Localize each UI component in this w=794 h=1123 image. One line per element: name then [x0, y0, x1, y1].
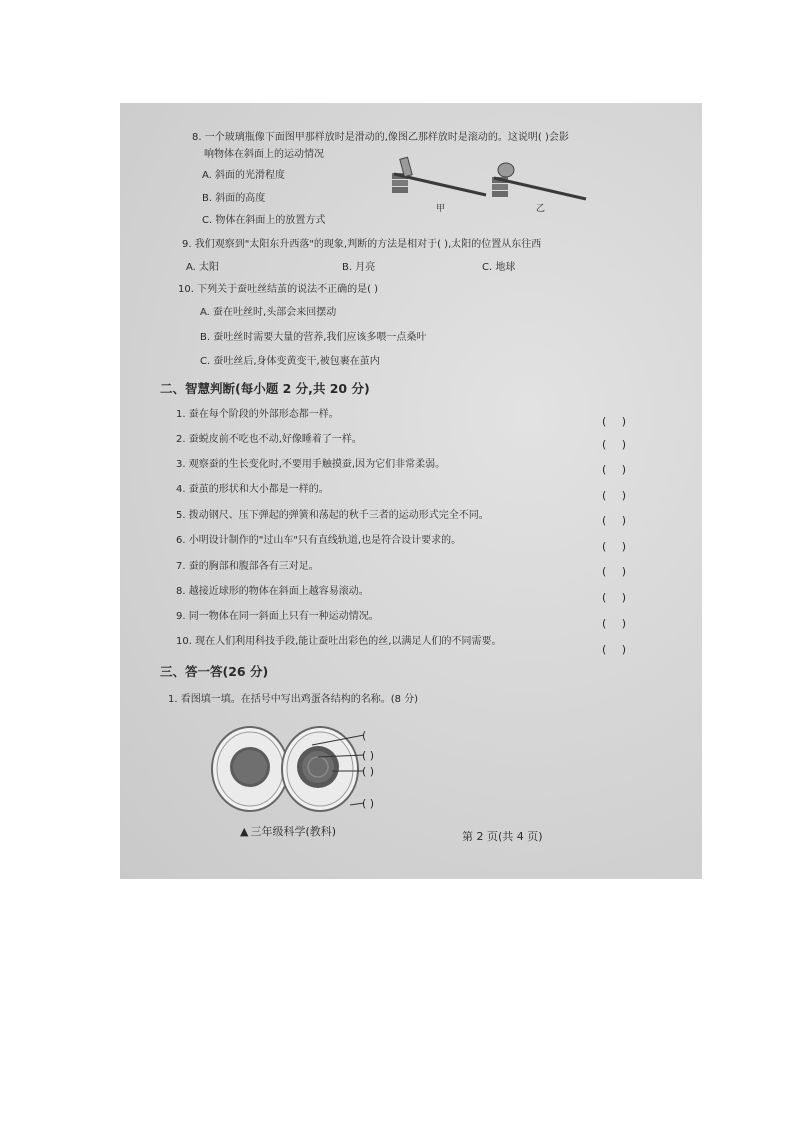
q8-stem-line2: 响物体在斜面上的运动情况	[204, 149, 324, 160]
egg-label-1[interactable]: (	[362, 729, 367, 742]
q9-stem: 9. 我们观察到"太阳东升西落"的现象,判断的方法是相对于( ),太阳的位置从东往西	[182, 239, 542, 250]
q9-option-a: A. 太阳	[186, 262, 220, 273]
judge-item-2: 2. 蚕蜕皮前不吃也不动,好像睡着了一样。	[176, 434, 362, 445]
egg-label-4[interactable]: ( )	[362, 797, 375, 810]
judge-answer-8[interactable]: ( )	[602, 591, 633, 604]
judge-item-7: 7. 蚕的胸部和腹部各有三对足。	[176, 561, 319, 572]
q9-option-b: B. 月亮	[342, 262, 376, 273]
q8-option-c: C. 物体在斜面上的放置方式	[202, 215, 326, 226]
judge-answer-7[interactable]: ( )	[602, 565, 633, 578]
judge-item-4: 4. 蚕茧的形状和大小都是一样的。	[176, 484, 329, 495]
slope-figure-yi	[490, 159, 590, 207]
egg-label-2[interactable]: ( )	[362, 749, 375, 762]
q10-option-a: A. 蚕在吐丝时,头部会来回摆动	[200, 307, 337, 318]
triangle-logo-icon: ▲	[240, 825, 249, 838]
judge-item-8: 8. 越接近球形的物体在斜面上越容易滚动。	[176, 586, 369, 597]
q9-option-c: C. 地球	[482, 262, 516, 273]
judge-item-5: 5. 拨动钢尺、压下弹起的弹簧和荡起的秋千三者的运动形式完全不同。	[176, 510, 489, 521]
footer-subject	[240, 823, 336, 839]
q8-option-b: B. 斜面的高度	[202, 193, 266, 204]
footer-page-number: 第 2 页(共 4 页)	[462, 830, 543, 843]
judge-answer-9[interactable]: ( )	[602, 617, 633, 630]
judge-answer-5[interactable]: ( )	[602, 514, 633, 527]
fig-label-jia: 甲	[436, 204, 446, 214]
slope-figure-jia	[390, 155, 490, 203]
q10-option-c: C. 蚕吐丝后,身体变黄变干,被包裹在茧内	[200, 356, 380, 367]
judge-answer-1[interactable]: ( )	[602, 415, 633, 428]
egg-pointer-lines	[310, 727, 370, 817]
q10-option-b: B. 蚕吐丝时需要大量的营养,我们应该多喂一点桑叶	[200, 332, 427, 343]
judge-item-1: 1. 蚕在每个阶段的外部形态都一样。	[176, 409, 339, 420]
q8-stem-line1: 8. 一个玻璃瓶像下面图甲那样放时是滑动的,像图乙那样放时是滚动的。这说明( )会影	[192, 132, 569, 143]
q10-stem: 10. 下列关于蚕吐丝结茧的说法不正确的是( )	[178, 284, 379, 295]
judge-answer-10[interactable]: ( )	[602, 643, 633, 656]
q8-option-a: A. 斜面的光滑程度	[202, 170, 286, 181]
judge-item-10: 10. 现在人们利用科技手段,能让蚕吐出彩色的丝,以满足人们的不同需要。	[176, 636, 502, 647]
section3-title: 三、答一答(26 分)	[160, 664, 269, 679]
judge-item-9: 9. 同一物体在同一斜面上只有一种运动情况。	[176, 611, 379, 622]
section2-title: 二、智慧判断(每小题 2 分,共 20 分)	[160, 381, 370, 396]
egg-label-3[interactable]: ( )	[362, 765, 375, 778]
judge-item-3: 3. 观察蚕的生长变化时,不要用手触摸蚕,因为它们非常柔弱。	[176, 459, 446, 470]
footer-subject-text: 三年级科学(教科)	[250, 825, 337, 838]
judge-answer-4[interactable]: ( )	[602, 489, 633, 502]
judge-answer-2[interactable]: ( )	[602, 438, 633, 451]
judge-answer-6[interactable]: ( )	[602, 540, 633, 553]
fig-label-yi: 乙	[536, 204, 546, 214]
exam-page	[120, 103, 702, 879]
judge-item-6: 6. 小明设计制作的"过山车"只有直线轨道,也是符合设计要求的。	[176, 535, 462, 546]
section3-q1: 1. 看图填一填。在括号中写出鸡蛋各结构的名称。(8 分)	[168, 694, 419, 705]
judge-answer-3[interactable]: ( )	[602, 463, 633, 476]
